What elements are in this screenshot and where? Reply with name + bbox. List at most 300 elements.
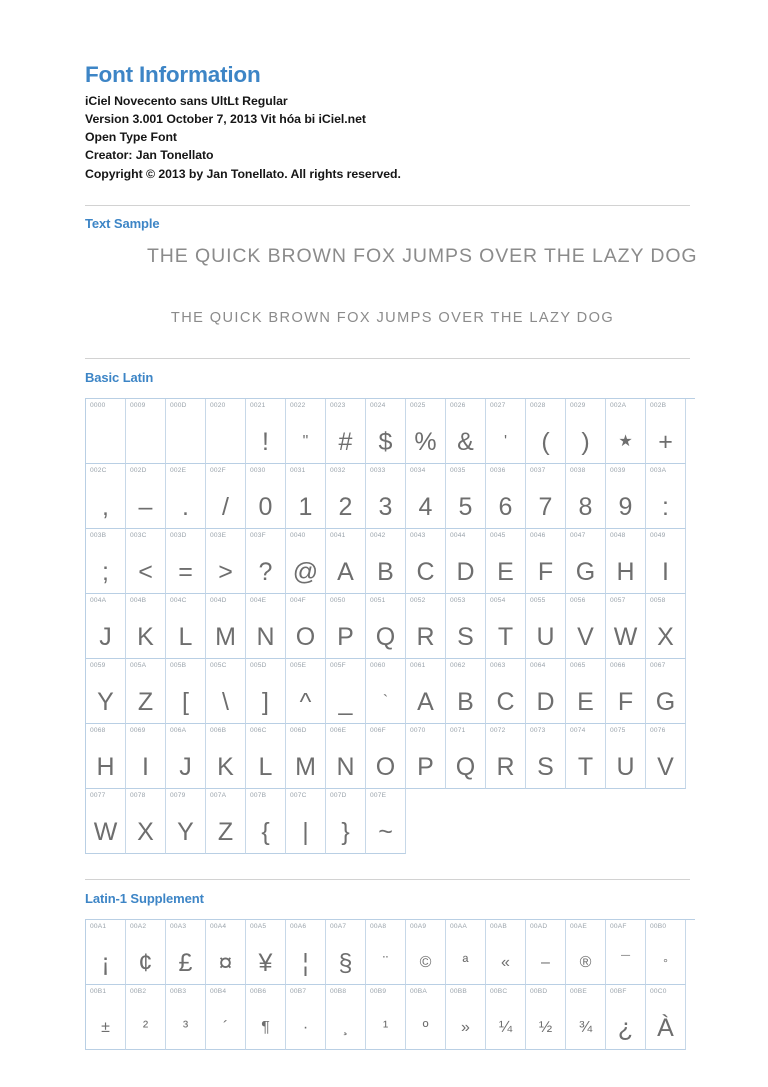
glyph-cell[interactable] bbox=[166, 464, 206, 529]
glyph-character: S bbox=[457, 622, 474, 651]
glyph-code-label: 0064 bbox=[530, 661, 546, 669]
glyph-cell[interactable] bbox=[206, 399, 246, 464]
glyph-cell[interactable] bbox=[406, 985, 446, 1050]
glyph-code-label: 00B7 bbox=[290, 987, 307, 995]
glyph-character: ^ bbox=[299, 687, 312, 716]
glyph-grid-latin1-supplement bbox=[85, 919, 695, 1050]
section-heading-basic-latin: Basic Latin bbox=[85, 369, 154, 385]
glyph-character: » bbox=[461, 1018, 470, 1036]
glyph-cell[interactable] bbox=[526, 985, 566, 1050]
glyph-code-label: 003B bbox=[90, 531, 107, 539]
glyph-code-label: 0027 bbox=[490, 401, 506, 409]
glyph-character: ¨ bbox=[382, 953, 389, 971]
glyph-character: , bbox=[102, 492, 109, 521]
glyph-character: 6 bbox=[498, 492, 513, 521]
glyph-cell[interactable] bbox=[126, 659, 166, 724]
glyph-cell[interactable] bbox=[566, 399, 606, 464]
glyph-cell[interactable] bbox=[206, 920, 246, 985]
glyph-code-label: 00AA bbox=[450, 922, 467, 930]
glyph-code-label: 007B bbox=[250, 791, 267, 799]
glyph-character: H bbox=[96, 752, 115, 781]
glyph-code-label: 0070 bbox=[410, 726, 426, 734]
glyph-code-label: 004B bbox=[130, 596, 147, 604]
glyph-code-label: 0023 bbox=[330, 401, 346, 409]
glyph-code-label: 00B3 bbox=[170, 987, 187, 995]
glyph-cell[interactable] bbox=[286, 789, 326, 854]
glyph-cell[interactable] bbox=[446, 724, 486, 789]
glyph-cell[interactable] bbox=[206, 659, 246, 724]
glyph-cell[interactable] bbox=[126, 464, 166, 529]
glyph-cell[interactable] bbox=[166, 789, 206, 854]
glyph-code-label: 00A5 bbox=[250, 922, 267, 930]
glyph-cell[interactable] bbox=[166, 920, 206, 985]
glyph-code-label: 0030 bbox=[250, 466, 266, 474]
glyph-cell[interactable] bbox=[446, 464, 486, 529]
glyph-character: ¾ bbox=[578, 1018, 593, 1036]
glyph-character: \ bbox=[222, 687, 229, 716]
glyph-cell[interactable] bbox=[326, 659, 366, 724]
glyph-code-label: 007D bbox=[330, 791, 347, 799]
glyph-cell[interactable] bbox=[366, 920, 406, 985]
glyph-cell[interactable] bbox=[326, 399, 366, 464]
glyph-cell[interactable] bbox=[286, 659, 326, 724]
glyph-cell[interactable] bbox=[246, 529, 286, 594]
glyph-character: M bbox=[295, 752, 316, 781]
glyph-cell[interactable] bbox=[486, 594, 526, 659]
glyph-character: C bbox=[416, 557, 435, 586]
glyph-cell[interactable] bbox=[486, 985, 526, 1050]
glyph-cell[interactable] bbox=[86, 399, 126, 464]
glyph-cell[interactable] bbox=[366, 789, 406, 854]
glyph-character: A bbox=[417, 687, 434, 716]
glyph-code-label: 0073 bbox=[530, 726, 546, 734]
glyph-code-label: 00A1 bbox=[90, 922, 107, 930]
glyph-code-label: 0063 bbox=[490, 661, 506, 669]
glyph-code-label: 0058 bbox=[650, 596, 666, 604]
glyph-cell[interactable] bbox=[606, 724, 646, 789]
glyph-character: £ bbox=[178, 948, 193, 977]
glyph-character: § bbox=[338, 948, 353, 977]
glyph-cell[interactable] bbox=[126, 724, 166, 789]
glyph-code-label: 0068 bbox=[90, 726, 106, 734]
glyph-cell[interactable] bbox=[206, 789, 246, 854]
glyph-character: S bbox=[537, 752, 554, 781]
glyph-cell[interactable] bbox=[246, 659, 286, 724]
glyph-cell[interactable] bbox=[366, 529, 406, 594]
glyph-cell[interactable] bbox=[526, 399, 566, 464]
glyph-cell[interactable] bbox=[526, 594, 566, 659]
glyph-cell[interactable] bbox=[566, 464, 606, 529]
glyph-character: ± bbox=[101, 1018, 110, 1036]
glyph-cell[interactable] bbox=[126, 920, 166, 985]
glyph-cell[interactable] bbox=[606, 464, 646, 529]
glyph-code-label: 006F bbox=[370, 726, 386, 734]
glyph-code-label: 0054 bbox=[490, 596, 506, 604]
glyph-cell[interactable] bbox=[606, 399, 646, 464]
glyph-code-label: 0000 bbox=[90, 401, 106, 409]
glyph-cell[interactable] bbox=[166, 659, 206, 724]
glyph-character: @ bbox=[292, 557, 319, 586]
glyph-cell[interactable] bbox=[206, 464, 246, 529]
glyph-cell[interactable] bbox=[166, 594, 206, 659]
glyph-code-label: 0039 bbox=[610, 466, 626, 474]
glyph-character: O bbox=[295, 622, 316, 651]
glyph-cell[interactable] bbox=[486, 724, 526, 789]
glyph-code-label: 006B bbox=[210, 726, 227, 734]
glyph-character: C bbox=[496, 687, 515, 716]
font-version-line: Version 3.001 October 7, 2013 Vit hóa bi iCiel.net bbox=[85, 112, 366, 127]
glyph-code-label: 0065 bbox=[570, 661, 586, 669]
glyph-cell[interactable] bbox=[366, 985, 406, 1050]
glyph-character: ¢ bbox=[138, 948, 153, 977]
glyph-code-label: 0067 bbox=[650, 661, 666, 669]
glyph-character: O bbox=[375, 752, 396, 781]
glyph-code-label: 0071 bbox=[450, 726, 466, 734]
glyph-cell[interactable] bbox=[526, 464, 566, 529]
glyph-code-label: 007C bbox=[290, 791, 307, 799]
glyph-character: ¥ bbox=[258, 948, 273, 977]
glyph-cell[interactable] bbox=[406, 464, 446, 529]
glyph-cell[interactable] bbox=[286, 399, 326, 464]
glyph-code-label: 004F bbox=[290, 596, 306, 604]
glyph-cell-empty bbox=[566, 789, 606, 854]
glyph-cell[interactable] bbox=[486, 529, 526, 594]
glyph-code-label: 002A bbox=[610, 401, 627, 409]
glyph-cell[interactable] bbox=[526, 529, 566, 594]
glyph-cell[interactable] bbox=[326, 985, 366, 1050]
glyph-code-label: 0022 bbox=[290, 401, 306, 409]
glyph-character: % bbox=[414, 427, 437, 456]
glyph-cell[interactable] bbox=[606, 985, 646, 1050]
glyph-cell[interactable] bbox=[126, 399, 166, 464]
font-copyright-line: Copyright © 2013 by Jan Tonellato. All rights reserved. bbox=[85, 166, 401, 181]
glyph-character: M bbox=[215, 622, 236, 651]
glyph-cell[interactable] bbox=[566, 724, 606, 789]
glyph-code-label: 0037 bbox=[530, 466, 546, 474]
glyph-cell[interactable] bbox=[526, 659, 566, 724]
glyph-code-label: 007E bbox=[370, 791, 387, 799]
glyph-character: ² bbox=[142, 1018, 149, 1036]
glyph-code-label: 0042 bbox=[370, 531, 386, 539]
glyph-cell[interactable] bbox=[646, 399, 686, 464]
glyph-cell[interactable] bbox=[566, 529, 606, 594]
glyph-cell[interactable] bbox=[166, 529, 206, 594]
glyph-cell[interactable] bbox=[406, 724, 446, 789]
glyph-character: E bbox=[577, 687, 594, 716]
glyph-cell[interactable] bbox=[206, 529, 246, 594]
glyph-cell[interactable] bbox=[86, 920, 126, 985]
glyph-cell[interactable] bbox=[286, 920, 326, 985]
glyph-code-label: 00B2 bbox=[130, 987, 147, 995]
glyph-code-label: 00C0 bbox=[650, 987, 667, 995]
glyph-code-label: 005B bbox=[170, 661, 187, 669]
glyph-character: A bbox=[337, 557, 354, 586]
glyph-character: : bbox=[662, 492, 669, 521]
glyph-grid-basic-latin bbox=[85, 398, 695, 854]
glyph-cell[interactable] bbox=[446, 529, 486, 594]
glyph-cell[interactable] bbox=[486, 659, 526, 724]
glyph-cell[interactable] bbox=[126, 529, 166, 594]
glyph-character: Z bbox=[217, 817, 234, 846]
glyph-grid-row bbox=[86, 399, 695, 464]
glyph-code-label: 003F bbox=[250, 531, 266, 539]
glyph-code-label: 005D bbox=[250, 661, 267, 669]
glyph-cell[interactable] bbox=[286, 724, 326, 789]
glyph-code-label: 0047 bbox=[570, 531, 586, 539]
glyph-cell[interactable] bbox=[246, 399, 286, 464]
glyph-cell[interactable] bbox=[366, 464, 406, 529]
glyph-character: ¤ bbox=[218, 948, 233, 977]
glyph-code-label: 004C bbox=[170, 596, 187, 604]
glyph-code-label: 003A bbox=[650, 466, 667, 474]
glyph-character: V bbox=[657, 752, 674, 781]
glyph-code-label: 0046 bbox=[530, 531, 546, 539]
glyph-code-label: 00BD bbox=[530, 987, 548, 995]
glyph-character: 4 bbox=[418, 492, 433, 521]
glyph-code-label: 0079 bbox=[170, 791, 186, 799]
glyph-character: T bbox=[577, 752, 594, 781]
glyph-cell[interactable] bbox=[86, 724, 126, 789]
glyph-code-label: 003D bbox=[170, 531, 187, 539]
glyph-character: ) bbox=[581, 427, 590, 456]
glyph-cell[interactable] bbox=[326, 529, 366, 594]
glyph-code-label: 00B4 bbox=[210, 987, 227, 995]
glyph-code-label: 00BE bbox=[570, 987, 587, 995]
glyph-character: ¯ bbox=[621, 953, 630, 971]
glyph-character: º bbox=[422, 1018, 429, 1036]
glyph-character: ³ bbox=[182, 1018, 189, 1036]
glyph-code-label: 0077 bbox=[90, 791, 106, 799]
glyph-code-label: 003C bbox=[130, 531, 147, 539]
glyph-code-label: 0036 bbox=[490, 466, 506, 474]
glyph-character: $ bbox=[378, 427, 393, 456]
glyph-character: 5 bbox=[458, 492, 473, 521]
glyph-cell[interactable] bbox=[646, 464, 686, 529]
glyph-character: T bbox=[497, 622, 514, 651]
glyph-cell[interactable] bbox=[166, 985, 206, 1050]
glyph-cell[interactable] bbox=[86, 464, 126, 529]
glyph-character: D bbox=[456, 557, 475, 586]
glyph-cell[interactable] bbox=[446, 399, 486, 464]
glyph-character: ´ bbox=[222, 1018, 229, 1036]
glyph-cell[interactable] bbox=[326, 594, 366, 659]
glyph-character: 7 bbox=[538, 492, 553, 521]
section-basic-latin bbox=[85, 358, 690, 854]
glyph-cell[interactable] bbox=[86, 529, 126, 594]
glyph-cell[interactable] bbox=[486, 399, 526, 464]
glyph-cell[interactable] bbox=[646, 529, 686, 594]
glyph-cell[interactable] bbox=[446, 920, 486, 985]
glyph-code-label: 0049 bbox=[650, 531, 666, 539]
glyph-cell[interactable] bbox=[286, 529, 326, 594]
glyph-cell[interactable] bbox=[646, 920, 686, 985]
glyph-character: · bbox=[302, 1018, 309, 1036]
glyph-cell[interactable] bbox=[246, 594, 286, 659]
glyph-character: G bbox=[575, 557, 596, 586]
glyph-code-label: 0033 bbox=[370, 466, 386, 474]
glyph-cell[interactable] bbox=[446, 659, 486, 724]
glyph-cell[interactable] bbox=[606, 920, 646, 985]
glyph-code-label: 00B0 bbox=[650, 922, 667, 930]
glyph-cell[interactable] bbox=[446, 594, 486, 659]
glyph-cell[interactable] bbox=[446, 985, 486, 1050]
glyph-cell-empty bbox=[526, 789, 566, 854]
glyph-character: K bbox=[137, 622, 154, 651]
glyph-cell[interactable] bbox=[406, 659, 446, 724]
glyph-code-label: 00A8 bbox=[370, 922, 387, 930]
glyph-character: ¦ bbox=[302, 948, 309, 977]
glyph-code-label: 00AD bbox=[530, 922, 548, 930]
glyph-character: { bbox=[261, 817, 270, 846]
glyph-character: ] bbox=[262, 687, 269, 716]
glyph-character: Z bbox=[137, 687, 154, 716]
glyph-cell[interactable] bbox=[246, 789, 286, 854]
glyph-code-label: 00A2 bbox=[130, 922, 147, 930]
glyph-character: [ bbox=[182, 687, 189, 716]
glyph-cell[interactable] bbox=[86, 659, 126, 724]
text-sample-small: THE QUICK BROWN FOX JUMPS OVER THE LAZY DOG bbox=[170, 309, 615, 326]
glyph-code-label: 0025 bbox=[410, 401, 426, 409]
glyph-cell[interactable] bbox=[406, 399, 446, 464]
glyph-cell[interactable] bbox=[286, 594, 326, 659]
glyph-code-label: 0078 bbox=[130, 791, 146, 799]
glyph-character: ° bbox=[663, 955, 668, 970]
glyph-cell[interactable] bbox=[406, 529, 446, 594]
glyph-character: < bbox=[138, 557, 153, 586]
glyph-character: > bbox=[218, 557, 233, 586]
glyph-code-label: 0044 bbox=[450, 531, 466, 539]
glyph-character: K bbox=[217, 752, 234, 781]
glyph-grid-row bbox=[86, 724, 695, 789]
glyph-code-label: 0041 bbox=[330, 531, 346, 539]
glyph-cell[interactable] bbox=[166, 399, 206, 464]
glyph-character: L bbox=[178, 622, 193, 651]
glyph-cell[interactable] bbox=[526, 920, 566, 985]
glyph-cell[interactable] bbox=[406, 594, 446, 659]
glyph-code-label: 005F bbox=[330, 661, 346, 669]
glyph-code-label: 006A bbox=[170, 726, 187, 734]
glyph-cell[interactable] bbox=[326, 789, 366, 854]
glyph-cell-empty bbox=[406, 789, 446, 854]
glyph-grid-row bbox=[86, 985, 695, 1050]
glyph-character: 9 bbox=[618, 492, 633, 521]
glyph-cell[interactable] bbox=[326, 464, 366, 529]
glyph-cell[interactable] bbox=[366, 399, 406, 464]
glyph-code-label: 00BA bbox=[410, 987, 427, 995]
glyph-cell[interactable] bbox=[366, 724, 406, 789]
glyph-cell[interactable] bbox=[566, 594, 606, 659]
glyph-character: 1 bbox=[298, 492, 313, 521]
glyph-cell[interactable] bbox=[126, 985, 166, 1050]
glyph-character: } bbox=[341, 817, 350, 846]
glyph-cell[interactable] bbox=[646, 724, 686, 789]
glyph-cell[interactable] bbox=[566, 920, 606, 985]
glyph-cell[interactable] bbox=[206, 724, 246, 789]
glyph-cell[interactable] bbox=[606, 594, 646, 659]
glyph-cell[interactable] bbox=[526, 724, 566, 789]
glyph-code-label: 006E bbox=[330, 726, 347, 734]
glyph-cell[interactable] bbox=[86, 985, 126, 1050]
glyph-code-label: 00B9 bbox=[370, 987, 387, 995]
glyph-cell[interactable] bbox=[646, 985, 686, 1050]
glyph-grid-row bbox=[86, 529, 695, 594]
glyph-cell[interactable] bbox=[246, 464, 286, 529]
glyph-code-label: 0040 bbox=[290, 531, 306, 539]
glyph-character: P bbox=[417, 752, 434, 781]
glyph-cell[interactable] bbox=[326, 724, 366, 789]
glyph-code-label: 0028 bbox=[530, 401, 546, 409]
glyph-character: – bbox=[541, 953, 550, 971]
glyph-grid-row bbox=[86, 920, 695, 985]
glyph-code-label: 004A bbox=[90, 596, 107, 604]
glyph-character: E bbox=[497, 557, 514, 586]
glyph-code-label: 007A bbox=[210, 791, 227, 799]
glyph-cell[interactable] bbox=[246, 920, 286, 985]
glyph-cell[interactable] bbox=[606, 529, 646, 594]
glyph-cell[interactable] bbox=[86, 789, 126, 854]
glyph-cell[interactable] bbox=[646, 594, 686, 659]
glyph-code-label: 0052 bbox=[410, 596, 426, 604]
glyph-code-label: 0021 bbox=[250, 401, 266, 409]
glyph-cell[interactable] bbox=[486, 920, 526, 985]
glyph-code-label: 0066 bbox=[610, 661, 626, 669]
glyph-cell[interactable] bbox=[286, 985, 326, 1050]
glyph-cell[interactable] bbox=[126, 594, 166, 659]
glyph-cell[interactable] bbox=[366, 659, 406, 724]
glyph-character: ? bbox=[258, 557, 273, 586]
glyph-cell[interactable] bbox=[246, 724, 286, 789]
glyph-character: 3 bbox=[378, 492, 393, 521]
page-title: Font Information bbox=[85, 62, 261, 87]
glyph-code-label: 0060 bbox=[370, 661, 386, 669]
glyph-character: « bbox=[501, 953, 510, 971]
glyph-character: . bbox=[182, 492, 189, 521]
glyph-cell[interactable] bbox=[286, 464, 326, 529]
glyph-cell[interactable] bbox=[86, 594, 126, 659]
glyph-character: ' bbox=[503, 432, 508, 450]
glyph-cell[interactable] bbox=[646, 659, 686, 724]
glyph-cell[interactable] bbox=[566, 985, 606, 1050]
glyph-cell[interactable] bbox=[366, 594, 406, 659]
glyph-code-label: 00A7 bbox=[330, 922, 347, 930]
glyph-cell[interactable] bbox=[566, 659, 606, 724]
glyph-cell[interactable] bbox=[126, 789, 166, 854]
glyph-cell[interactable] bbox=[246, 985, 286, 1050]
glyph-character: ; bbox=[102, 557, 109, 586]
glyph-character: ¼ bbox=[498, 1018, 513, 1036]
glyph-character: J bbox=[99, 622, 112, 651]
glyph-character: J bbox=[179, 752, 192, 781]
glyph-code-label: 0055 bbox=[530, 596, 546, 604]
glyph-cell[interactable] bbox=[406, 920, 446, 985]
font-header bbox=[85, 0, 690, 183]
glyph-cell[interactable] bbox=[486, 464, 526, 529]
section-heading-latin1-supplement: Latin-1 Supplement bbox=[85, 890, 204, 906]
glyph-code-label: 00B8 bbox=[330, 987, 347, 995]
glyph-code-label: 0051 bbox=[370, 596, 386, 604]
glyph-cell[interactable] bbox=[326, 920, 366, 985]
glyph-cell[interactable] bbox=[206, 985, 246, 1050]
glyph-code-label: 0057 bbox=[610, 596, 626, 604]
glyph-code-label: 0075 bbox=[610, 726, 626, 734]
glyph-character: L bbox=[258, 752, 273, 781]
glyph-cell[interactable] bbox=[206, 594, 246, 659]
divider-basic-latin bbox=[85, 358, 690, 359]
glyph-cell[interactable] bbox=[606, 659, 646, 724]
glyph-code-label: 0009 bbox=[130, 401, 146, 409]
glyph-cell[interactable] bbox=[166, 724, 206, 789]
glyph-code-label: 0032 bbox=[330, 466, 346, 474]
